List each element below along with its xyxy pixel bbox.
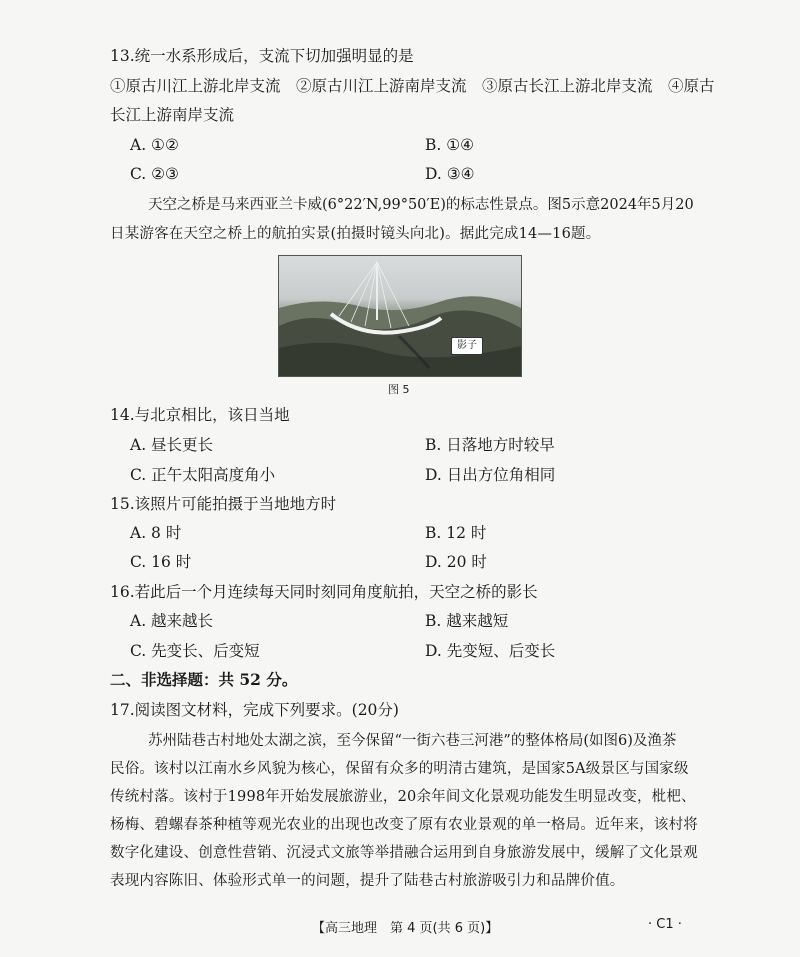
section-2-heading: 二、非选择题：共 52 分。 [110,670,298,689]
q15-option-b: B. 12 时 [425,524,487,542]
q15-option-a: A. 8 时 [130,524,182,542]
q15-stem: 15.该照片可能拍摄于当地地方时 [110,495,337,513]
q14-option-d: D. 日出方位角相同 [425,466,556,484]
q17-para-line1: 苏州陆巷古村地处太湖之滨，至今保留“一街六巷三河港”的整体格局(如图6)及渔茶 [148,733,677,749]
q17-para-line3: 传统村落。该村于1998年开始发展旅游业，20余年间文化景观功能发生明显改变，枇杷、 [110,789,696,805]
material-line1: 天空之桥是马来西亚兰卡威(6°22′N,99°50′E)的标志性景点。图5示意2024年5月20 [148,197,694,213]
q14-option-a: A. 昼长更长 [130,436,214,454]
q15-option-d: D. 20 时 [425,553,487,571]
q16-option-b: B. 越来越短 [425,612,509,630]
q13-option-d: D. ③④ [425,165,475,183]
q16-option-a: A. 越来越长 [130,612,214,630]
figure-5-photo [278,255,522,377]
q16-stem: 16.若此后一个月连续每天同时刻同角度航拍，天空之桥的影长 [110,583,538,601]
q17-para-line2: 民俗。该村以江南水乡风貌为核心，保留有众多的明清古建筑，是国家5A级景区与国家级 [110,761,689,777]
q16-option-c: C. 先变长、后变短 [130,642,260,660]
q17-stem: 17.阅读图文材料，完成下列要求。(20分) [110,701,399,719]
page-code: · C1 · [648,917,682,932]
q13-stem: 13.统一水系形成后，支流下切加强明显的是 [110,47,414,65]
shadow-callout-label: 影子 [451,337,483,355]
q14-option-b: B. 日落地方时较早 [425,436,555,454]
q17-para-line5: 数字化建设、创意性营销、沉浸式文旅等举措融合运用到自身旅游发展中，缓解了文化景观 [110,845,698,861]
q17-para-line4: 杨梅、碧螺春茶种植等观光农业的出现也改变了原有农业景观的单一格局。近年来，该村将 [110,817,698,833]
q13-items-line2: 长江上游南岸支流 [110,106,235,124]
q14-stem: 14.与北京相比，该日当地 [110,406,290,424]
figure-5-caption: 图 5 [388,383,410,396]
page-footer: 【高三地理 第 4 页(共 6 页)】 [312,921,499,936]
q14-option-c: C. 正午太阳高度角小 [130,466,276,484]
q13-option-c: C. ②③ [130,165,179,183]
q13-items-line1: ①原古川江上游北岸支流 ②原古川江上游南岸支流 ③原古长江上游北岸支流 ④原古 [110,77,715,95]
q15-option-c: C. 16 时 [130,553,192,571]
q16-option-d: D. 先变短、后变长 [425,642,556,660]
material-line2: 日某游客在天空之桥上的航拍实景(拍摄时镜头向北)。据此完成14—16题。 [110,226,601,242]
q13-option-b: B. ①④ [425,136,475,154]
q17-para-line6: 表现内容陈旧、体验形式单一的问题，提升了陆巷古村旅游吸引力和品牌价值。 [110,873,625,889]
q13-option-a: A. ①② [130,136,179,154]
